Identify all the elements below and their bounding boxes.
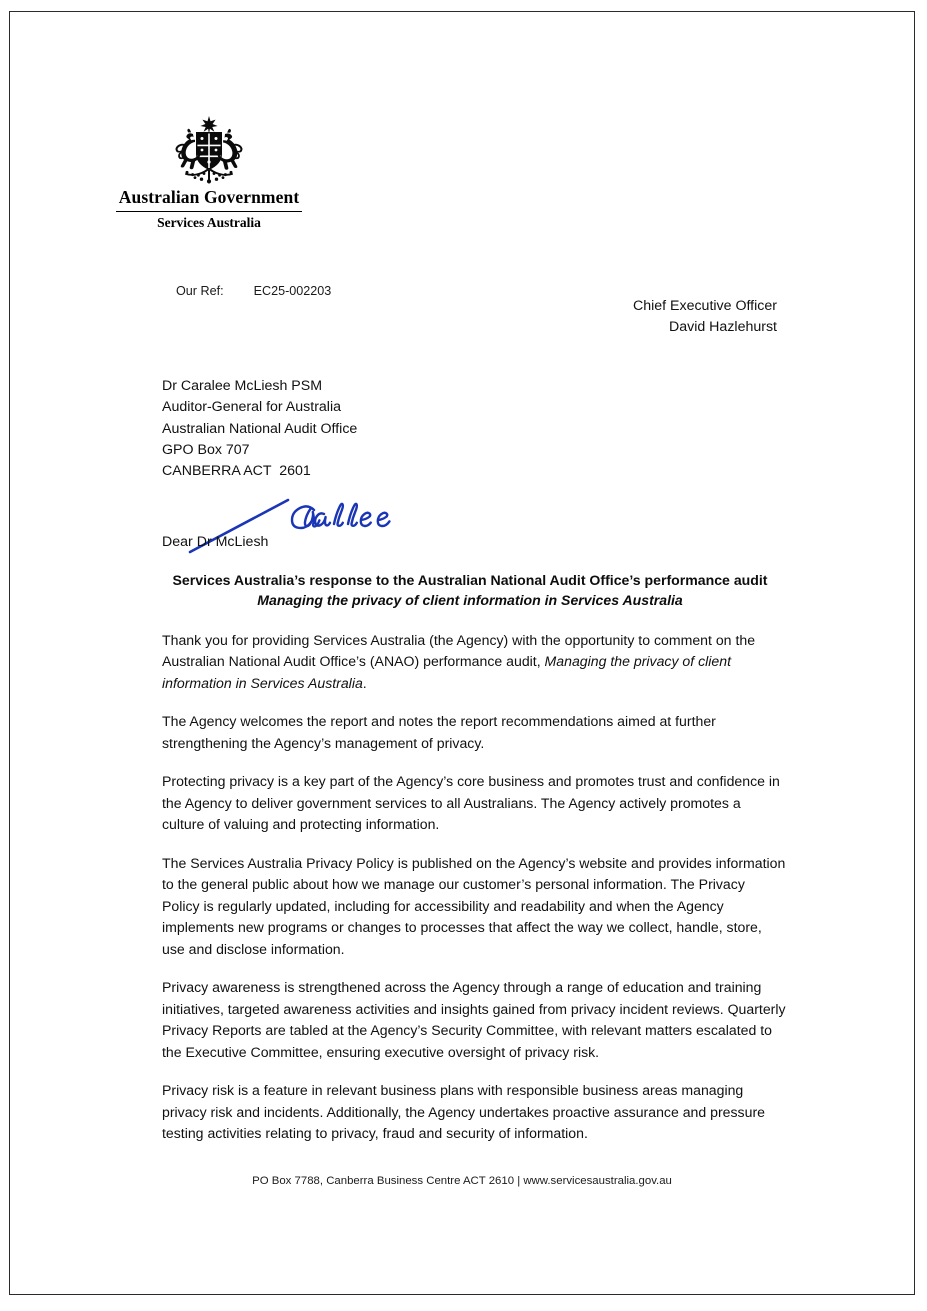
recipient-line: Auditor-General for Australia <box>162 399 342 416</box>
text-run: Privacy awareness is strengthened across the Agency through a range of education and training initiatives, targeted awareness activities and insights gained from privacy incident reviews. Quarterly Privacy Reports are tabled at the Agency’s Security Committee, with relevant matters escalated to the Executive Committee, ensuring executive oversight of privacy risk. <box>162 979 786 1060</box>
sender-block <box>633 296 777 337</box>
reference-value: EC25-002203 <box>253 284 332 298</box>
subject-line-primary: Services Australia’s response to the Australian National Audit Office’s performance audit <box>172 572 768 588</box>
italic-run: Managing the privacy of client information in Services Australia <box>162 653 732 691</box>
text-run: The Services Australia Privacy Policy is published on the Agency’s website and provides information to the general public about how we manage our customer’s personal information. The Privacy Policy is regularly updated, including for accessibility and readability and when the Agency implements new programs or changes to processes that affect the way we collect, handle, store, use and disclose information. <box>162 854 786 957</box>
salutation-area <box>162 496 522 564</box>
text-run: Protecting privacy is a key part of the Agency’s core business and promotes trust and confidence in the Agency to deliver government services to all Australians. The Agency actively promotes a culture of valuing and protecting information. <box>162 773 780 833</box>
paragraph-privacy-risk <box>162 1080 786 1144</box>
subject-line-audit-title: Managing the privacy of client information in Services Australia <box>257 592 683 608</box>
letter-content <box>10 12 914 1294</box>
paragraph-privacy-policy <box>162 853 786 960</box>
paragraph-protecting-privacy <box>162 771 786 835</box>
paragraph-thank-you <box>162 630 786 694</box>
australian-coat-of-arms-icon <box>163 114 255 184</box>
recipient-line: GPO Box 707 <box>162 441 250 458</box>
agency-wordmark: Services Australia <box>157 215 261 230</box>
letterhead <box>116 114 302 231</box>
sender-name: David Hazlehurst <box>668 318 777 335</box>
reference-line <box>176 284 331 298</box>
recipient-line: CANBERRA ACT 2601 <box>162 463 311 480</box>
sender-title: Chief Executive Officer <box>632 298 777 314</box>
recipient-line: Dr Caralee McLiesh PSM <box>162 378 323 394</box>
text-run: Thank you for providing Services Australia (the Agency) with the opportunity to comment on the Australian National Audit Office’s (ANAO) performance audit, <box>162 632 756 670</box>
paragraph-welcomes-report <box>162 711 786 754</box>
text-run: . <box>362 674 367 691</box>
subject-heading <box>152 570 788 610</box>
recipient-line: Australian National Audit Office <box>162 420 358 437</box>
letter-body-text <box>162 630 786 1145</box>
letterhead-divider <box>116 211 302 212</box>
salutation-text: Dear Dr McLiesh <box>162 534 269 550</box>
letter-page <box>9 11 915 1295</box>
recipient-address <box>162 376 357 482</box>
page-footer: PO Box 7788, Canberra Business Centre ACT 2610 | www.servicesaustralia.gov.au <box>252 1175 672 1187</box>
text-run: The Agency welcomes the report and notes the report recommendations aimed at further strengthening the Agency’s management of privacy. <box>162 713 716 751</box>
government-wordmark: Australian Government <box>118 187 300 207</box>
text-run: Privacy risk is a feature in relevant business plans with responsible business areas managing privacy risk and incidents. Additionally, the Agency undertakes proactive assurance and pressure testing activities relating to privacy, fraud and security of information. <box>162 1082 765 1142</box>
reference-label: Our Ref: <box>176 284 224 298</box>
paragraph-privacy-awareness <box>162 977 786 1063</box>
